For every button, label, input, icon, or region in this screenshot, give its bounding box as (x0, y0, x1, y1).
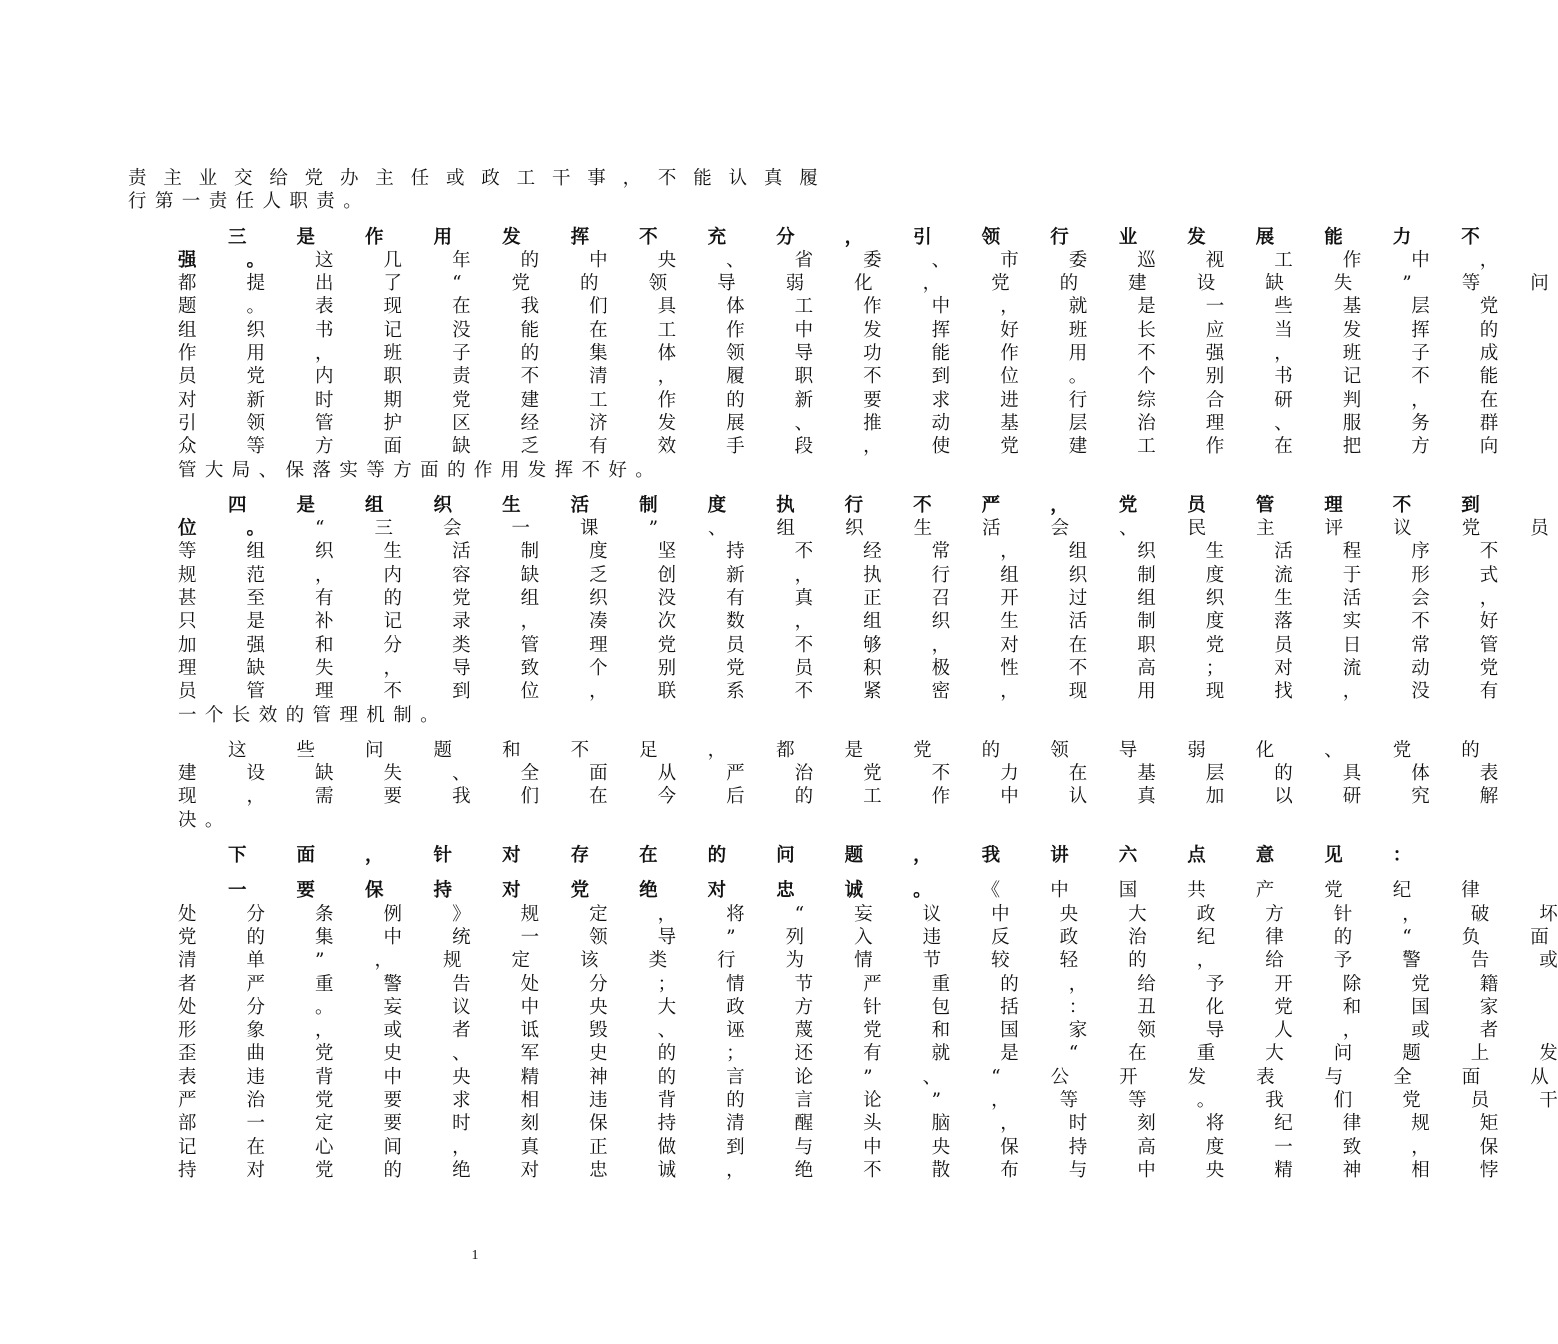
text-line: 对 新 时 期 党 建 工 作 的 新 要 求 进 行 综 合 研 判 ， 在 (178, 389, 1499, 411)
text-line: 一个长效的管理机制。 (178, 704, 448, 726)
text-line: 处 分 条 例 》 规 定 ， 将 “ 妄 议 中 央 大 政 方 针 ， 破 坏 (178, 903, 1558, 925)
text-line: 决。 (178, 809, 232, 831)
text-line: 员 管 理 不 到 位 ， 联 系 不 紧 密 ， 现 用 现 找 ， 没 有 (178, 681, 1499, 703)
document-body (128, 167, 1558, 1182)
paragraph-6: 一 要 保 持 对 党 绝 对 忠 诚 。 《 中 国 共 产 党 纪 律 处 分 条 例 》 规 定 ， 将 “ 妄 议 中 央 大 政 方 针 ， 破 坏 党 的 集 中 统 一 领 导 ” 列 入 违 反 政 治 纪 律 的 “ 负 面 清 单 ” ， 规 定 该 类 行 为 情 节 较 轻 的 ， 给 予 警 告 或 者 严 重 警 告 处 分 ； 情 节 严 重 的 ， 给 予 开 除 党 籍 处 分 。 妄 议 中 央 大 政 方 针 包 括 ： 丑 化 党 和 国 家 形 象 ， 或 者 诋 毁 、 诬 蔑 党 和 国 家 领 导 人 ， 或 者 歪 曲 党 史 、 军 史 的 ； 还 有 就 是 “ 在 重 大 问 题 上 发 表 违 背 中 央 精 神 的 言 论 ” 、 “ 公 开 发 表 与 全 面 从 严 治 党 要 求 相 违 背 的 言 论 ” ， 等 等 。 我 们 党 员 干 部 一 定 要 时 刻 保 持 清 醒 头 脑 ， 时 刻 将 纪 律 规 矩 记 在 心 间 ， 真 正 做 到 与 中 央 保 持 高 度 一 致 ， 保 持 对 党 的 绝 对 忠 诚 ， 绝 不 散 布 与 中 央 精 神 相 悖 (128, 879, 818, 1182)
text-line: 组 织 书 记 没 能 在 工 作 中 发 挥 好 班 长 应 当 发 挥 的 (178, 319, 1499, 341)
text-line: 众 等 方 面 缺 乏 有 效 手 段 ， 使 党 建 工 作 在 把 方 向 (178, 436, 1499, 458)
text-line: 严 治 党 要 求 相 违 背 的 言 论 ” ， 等 等 。 我 们 党 员 干 (178, 1089, 1558, 1111)
text-line: 管大局、保落实等方面的作用发挥不好。 (178, 459, 663, 481)
paragraph-2: 三 是 作 用 发 挥 不 充 分 ， 引 领 行 业 发 展 能 力 不 强 。 这 几 年 的 中 央 、 省 委 、 市 委 巡 视 工 作 中 ， 都 提 出 了 “ 党 的 领 导 弱 化 ， 党 的 建 设 缺 失 ” 等 问 题 。 表 现 在 我 们 具 体 工 作 中 ， 就 是 一 些 基 层 党 组 织 书 记 没 能 在 工 作 中 发 挥 好 班 长 应 当 发 挥 的 作 用 ， 班 子 的 集 体 领 导 功 能 作 用 不 强 ， 班 子 成 员 党 内 职 责 不 清 ， 履 职 不 到 位 。 个 别 书 记 不 能 对 新 时 期 党 建 工 作 的 新 要 求 进 行 综 合 研 判 ， 在 引 领 管 护 区 经 济 发 展 、 推 动 基 层 治 理 、 服 务 群 众 等 方 面 缺 乏 有 效 手 段 ， 使 党 建 工 作 在 把 方 向 管大局、保落实等方面的作用发挥不好。 (128, 226, 818, 482)
text-line: 持 对 党 的 绝 对 忠 诚 ， 绝 不 散 布 与 中 央 精 神 相 悖 (178, 1159, 1499, 1181)
text-line: 行第一责任人职责。 (128, 191, 371, 213)
text-line: 员 党 内 职 责 不 清 ， 履 职 不 到 位 。 个 别 书 记 不 能 (178, 366, 1499, 388)
text-line: 这 些 问 题 和 不 足 ， 都 是 党 的 领 导 弱 化 、 党 的 (228, 739, 1480, 761)
text-line: 甚 至 有 的 党 组 织 没 有 真 正 召 开 过 组 织 生 活 会 ， (178, 588, 1499, 610)
text-line: 党 的 集 中 统 一 领 导 ” 列 入 违 反 政 治 纪 律 的 “ 负 面 (178, 926, 1549, 948)
text-line: 歪 曲 党 史 、 军 史 的 ； 还 有 就 是 “ 在 重 大 问 题 上 发 (178, 1043, 1558, 1065)
text-line: 加 强 和 分 类 管 理 党 员 不 够 ， 对 在 职 党 员 日 常 管 (178, 634, 1499, 656)
text-line: 现 ， 需 要 我 们 在 今 后 的 工 作 中 认 真 加 以 研 究 解 (178, 786, 1499, 808)
text-line: 部 一 定 要 时 刻 保 持 清 醒 头 脑 ， 时 刻 将 纪 律 规 矩 (178, 1113, 1499, 1135)
page-number: 1 (471, 1248, 479, 1263)
text-line: 等 组 织 生 活 制 度 坚 持 不 经 常 ， 组 织 生 活 程 序 不 (178, 541, 1499, 563)
text-line: 者 严 重 警 告 处 分 ； 情 节 严 重 的 ， 给 予 开 除 党 籍 (178, 973, 1499, 995)
text-line: 都 提 出 了 “ 党 的 领 导 弱 化 ， 党 的 建 设 缺 失 ” 等 问 (178, 273, 1549, 295)
text-line: 处 分 。 妄 议 中 央 大 政 方 针 包 括 ： 丑 化 党 和 国 家 (178, 996, 1499, 1018)
paragraph-3: 四 是 组 织 生 活 制 度 执 行 不 严 ， 党 员 管 理 不 到 位 。 “ 三 会 一 课 ” 、 组 织 生 活 会 、 民 主 评 议 党 员 等 组 织 生 活 制 度 坚 持 不 经 常 ， 组 织 生 活 程 序 不 规 范 ， 内 容 缺 乏 创 新 ， 执 行 组 织 制 度 流 于 形 式 甚 至 有 的 党 组 织 没 有 真 正 召 开 过 组 织 生 活 会 ， 只 是 补 记 录 ， 凑 次 数 ， 组 织 生 活 制 度 落 实 不 好 加 强 和 分 类 管 理 党 员 不 够 ， 对 在 职 党 员 日 常 管 理 缺 失 ， 导 致 个 别 党 员 积 极 性 不 高 ； 对 流 动 党 员 管 理 不 到 位 ， 联 系 不 紧 密 ， 现 用 现 找 ， 没 有 一个长效的管理机制。 (128, 494, 818, 727)
text-line: 责 主 业 交 给 党 办 主 任 或 政 工 干 事 ， 不 能 认 真 履 (128, 168, 818, 189)
text-line: 作 用 ， 班 子 的 集 体 领 导 功 能 作 用 不 强 ， 班 子 成 (178, 343, 1499, 365)
text-line: 题 。 表 现 在 我 们 具 体 工 作 中 ， 就 是 一 些 基 层 党 (178, 296, 1499, 318)
text-line: 表 违 背 中 央 精 神 的 言 论 ” 、 “ 公 开 发 表 与 全 面 从 (178, 1066, 1549, 1088)
paragraph-4 (128, 739, 1499, 832)
text-line: 理 缺 失 ， 导 致 个 别 党 员 积 极 性 不 高 ； 对 流 动 党 (178, 657, 1499, 679)
text-line: 清 单 ” ， 规 定 该 类 行 为 情 节 较 轻 的 ， 给 予 警 告 或 (178, 950, 1558, 972)
text-line: 只 是 补 记 录 ， 凑 次 数 ， 组 织 生 活 制 度 落 实 不 好 (178, 611, 1499, 633)
text-line: 引 领 管 护 区 经 济 发 展 、 推 动 基 层 治 理 、 服 务 群 (178, 412, 1499, 434)
section-intro: 下 面 ， 针 对 存 在 的 问 题 ， 我 讲 六 点 意 见 ： (228, 845, 1412, 867)
text-line: 记 在 心 间 ， 真 正 做 到 与 中 央 保 持 高 度 一 致 ， 保 (178, 1136, 1499, 1158)
text-line: 规 范 ， 内 容 缺 乏 创 新 ， 执 行 组 织 制 度 流 于 形 式 (178, 564, 1499, 586)
text-line: 形 象 ， 或 者 诋 毁 、 诬 蔑 党 和 国 家 领 导 人 ， 或 者 (178, 1020, 1499, 1042)
paragraph-5 (128, 844, 1412, 867)
paragraph-1 (128, 167, 818, 214)
text-line: 建 设 缺 失 、 全 面 从 严 治 党 不 力 在 基 层 的 具 体 表 (178, 763, 1499, 785)
